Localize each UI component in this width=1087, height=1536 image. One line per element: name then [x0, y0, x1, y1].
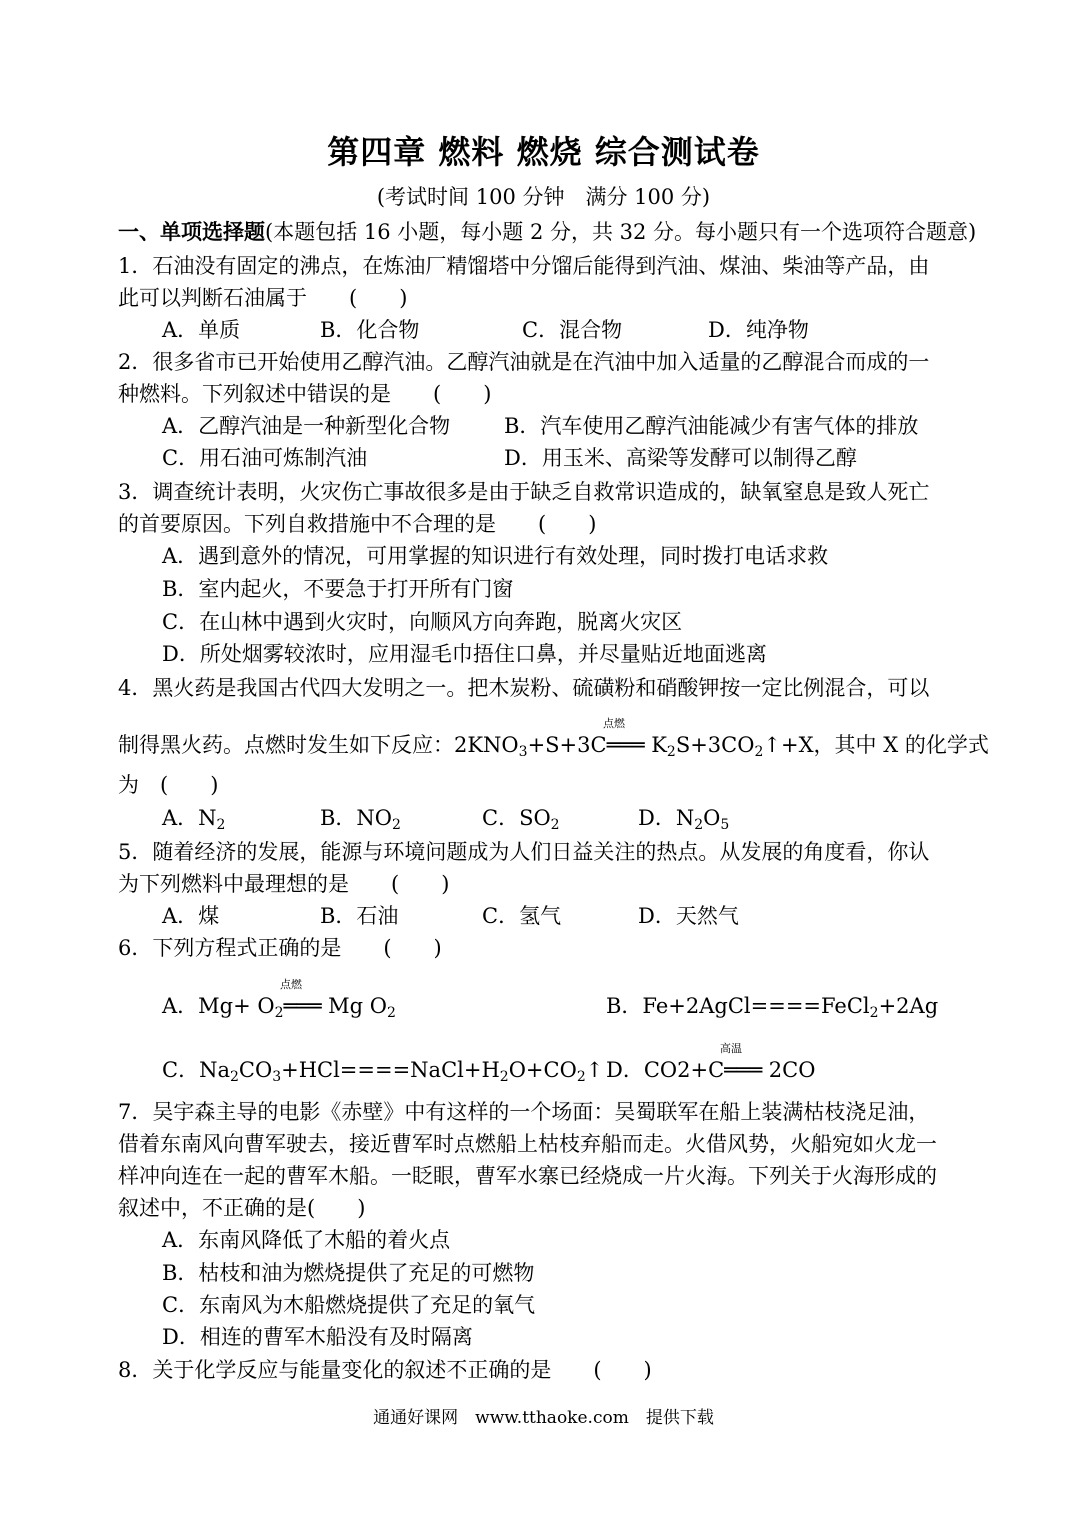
q6-b-part: B．Fe+2AgCl====FeCl: [606, 994, 870, 1018]
q2-line-2: 种燃料。下列叙述中错误的是 ( ): [118, 382, 492, 406]
q4-eq-part: K: [651, 733, 667, 757]
q5-option-d: D．天然气: [638, 904, 739, 928]
q1-option-d: D．纯净物: [708, 318, 809, 342]
section-heading: [118, 216, 976, 248]
q6-c-part: O+CO: [508, 1058, 577, 1082]
q4-option-b: [320, 802, 482, 834]
q6-sub: 2: [869, 1005, 879, 1021]
q4-line-2: [118, 729, 989, 761]
q6-option-d: [606, 1054, 815, 1086]
q3-line-1: 3．调查统计表明，火灾伤亡事故很多是由于缺乏自救常识造成的，缺氧窒息是致人死亡: [118, 480, 930, 504]
q4-line-3: 为 ( ): [118, 773, 219, 797]
q2-option-b: B．汽车使用乙醇汽油能减少有害气体的排放: [504, 414, 919, 438]
q4-option-a: [162, 802, 320, 834]
q4-option-c: [482, 802, 638, 834]
q7-line-1: 7．吴宇森主导的电影《赤壁》中有这样的一个场面：吴蜀联军在船上装满枯枝浇足油，: [118, 1100, 930, 1124]
q7-line-4: 叙述中，不正确的是( ): [118, 1196, 366, 1220]
q4-option-d: [638, 802, 729, 834]
q6-sub: 2: [229, 1069, 239, 1085]
q4-option-a-text: A．N: [162, 806, 217, 830]
q4-sub: 2: [666, 744, 676, 760]
q7-option-d: D．相连的曹军木船没有及时隔离: [162, 1325, 473, 1349]
q5-option-a: A．煤: [162, 904, 220, 928]
section-heading-label: 一、单项选择题: [118, 219, 265, 244]
q6-a-condition: 点燃: [280, 978, 302, 991]
q6-sub: 3: [272, 1069, 282, 1085]
q3-option-a: A．遇到意外的情况，可用掌握的知识进行有效处理，同时拨打电话求救: [162, 544, 829, 568]
section-heading-desc: (本题包括 16 小题，每小题 2 分，共 32 分。每小题只有一个选项符合题意): [265, 220, 977, 244]
q3-line-2: 的首要原因。下列自救措施中不合理的是 ( ): [118, 512, 597, 536]
q4-sub: 2: [754, 744, 764, 760]
q7-option-c: C．东南风为木船燃烧提供了充足的氧气: [162, 1293, 536, 1317]
q3-option-d: D．所处烟雾较浓时，应用湿毛巾捂住口鼻，并尽量贴近地面逃离: [162, 642, 767, 666]
q8-line-1: 8．关于化学反应与能量变化的叙述不正确的是 ( ): [118, 1358, 652, 1382]
q6-c-part: +HCl====NaCl+H: [281, 1058, 500, 1082]
q6-d-part: D．CO2+C: [606, 1058, 725, 1082]
q3-option-c: C．在山林中遇到火灾时，向顺风方向奔跑，脱离火灾区: [162, 610, 683, 634]
q6-c-part: CO: [238, 1058, 273, 1082]
q6-b-part: +2Ag: [878, 994, 939, 1018]
q6-d-part: 2CO: [768, 1058, 816, 1082]
q4-sub: 2: [550, 817, 560, 833]
q2-option-c: C．用石油可炼制汽油: [162, 446, 368, 470]
q4-sub: 2: [392, 817, 401, 833]
q5-option-b: B．石油: [320, 904, 399, 928]
q6-a-part: Mg O: [328, 994, 387, 1018]
q7-line-3: 样冲向连在一起的曹军木船。一眨眼，曹军水寨已经烧成一片火海。下列关于火海形成的: [118, 1164, 937, 1188]
q6-eq-sign: ═══: [724, 1058, 763, 1082]
q7-option-a: A．东南风降低了木船的着火点: [162, 1228, 451, 1252]
q4-line-1: 4．黑火药是我国古代四大发明之一。把木炭粉、硫磺粉和硝酸钾按一定比例混合，可以: [118, 676, 930, 700]
q1-option-a: A．单质: [162, 318, 241, 342]
q4-eq-part: ↑+X，其中 X 的化学式: [763, 733, 989, 757]
q6-d-condition: 高温: [720, 1042, 742, 1055]
q4-option-d-text: O: [703, 806, 721, 830]
q6-option-a: [162, 990, 396, 1022]
q5-line-1: 5．随着经济的发展，能源与环境问题成为人们日益关注的热点。从发展的角度看，你认: [118, 840, 930, 864]
q1-option-b: B．化合物: [320, 318, 420, 342]
q4-option-c-text: C．SO: [482, 806, 551, 830]
q6-sub: 2: [387, 1005, 396, 1021]
q2-options-row-1: [162, 410, 918, 442]
q2-options-row-2: [162, 442, 857, 474]
q1-line-1: 1．石油没有固定的沸点，在炼油厂精馏塔中分馏后能得到汽油、煤油、柴油等产品，由: [118, 254, 930, 278]
q6-option-b: [606, 990, 938, 1022]
page-subtitle: (考试时间 100 分钟 满分 100 分): [376, 185, 711, 209]
q6-sub: 2: [274, 1005, 284, 1021]
q2-option-a: A．乙醇汽油是一种新型化合物: [162, 414, 451, 438]
q1-options: [162, 314, 809, 346]
q4-option-d-text: D．N: [638, 806, 695, 830]
q5-line-2: 为下列燃料中最理想的是 ( ): [118, 872, 450, 896]
q4-eq-part: S+3CO: [675, 733, 755, 757]
q5-option-c: C．氢气: [482, 904, 562, 928]
q6-eq-sign: ═══: [283, 994, 322, 1018]
q4-sub: 5: [720, 817, 730, 833]
q6-c-part: C．Na: [162, 1058, 230, 1082]
q4-sub: 3: [518, 744, 528, 760]
q4-sub: 2: [694, 817, 704, 833]
q4-eq-part: 制得黑火药。点燃时发生如下反应：2KNO: [118, 733, 519, 757]
q4-eq-sign: ═══: [606, 733, 645, 757]
q6-option-c: [162, 1054, 603, 1086]
q5-options: [162, 900, 739, 932]
page-title: 第四章 燃料 燃烧 综合测试卷: [327, 133, 760, 171]
q6-a-part: A．Mg+ O: [162, 994, 275, 1018]
q3-option-b: B．室内起火，不要急于打开所有门窗: [162, 577, 514, 601]
q4-options: [162, 802, 729, 834]
q4-condition: 点燃: [603, 717, 625, 730]
q2-line-1: 2．很多省市已开始使用乙醇汽油。乙醇汽油就是在汽油中加入适量的乙醇混合而成的一: [118, 350, 930, 374]
q4-option-b-text: B．NO: [320, 806, 393, 830]
q7-option-b: B．枯枝和油为燃烧提供了充足的可燃物: [162, 1261, 535, 1285]
q4-sub: 2: [216, 817, 226, 833]
q1-line-2: 此可以判断石油属于 ( ): [118, 286, 408, 310]
q7-line-2: 借着东南风向曹军驶去，接近曹军时点燃船上枯枝弃船而走。火借风势，火船宛如火龙一: [118, 1132, 937, 1156]
q6-sub: 2: [499, 1069, 509, 1085]
q6-line-1: 6．下列方程式正确的是 ( ): [118, 936, 442, 960]
q6-c-part: ↑: [585, 1058, 604, 1082]
q4-eq-part: +S+3C: [527, 733, 607, 757]
q1-option-c: C．混合物: [522, 318, 623, 342]
q2-option-d: D．用玉米、高梁等发酵可以制得乙醇: [504, 446, 857, 470]
page-footer: 通通好课网 www.tthaoke.com 提供下载: [373, 1408, 714, 1428]
q6-sub: 2: [576, 1069, 586, 1085]
